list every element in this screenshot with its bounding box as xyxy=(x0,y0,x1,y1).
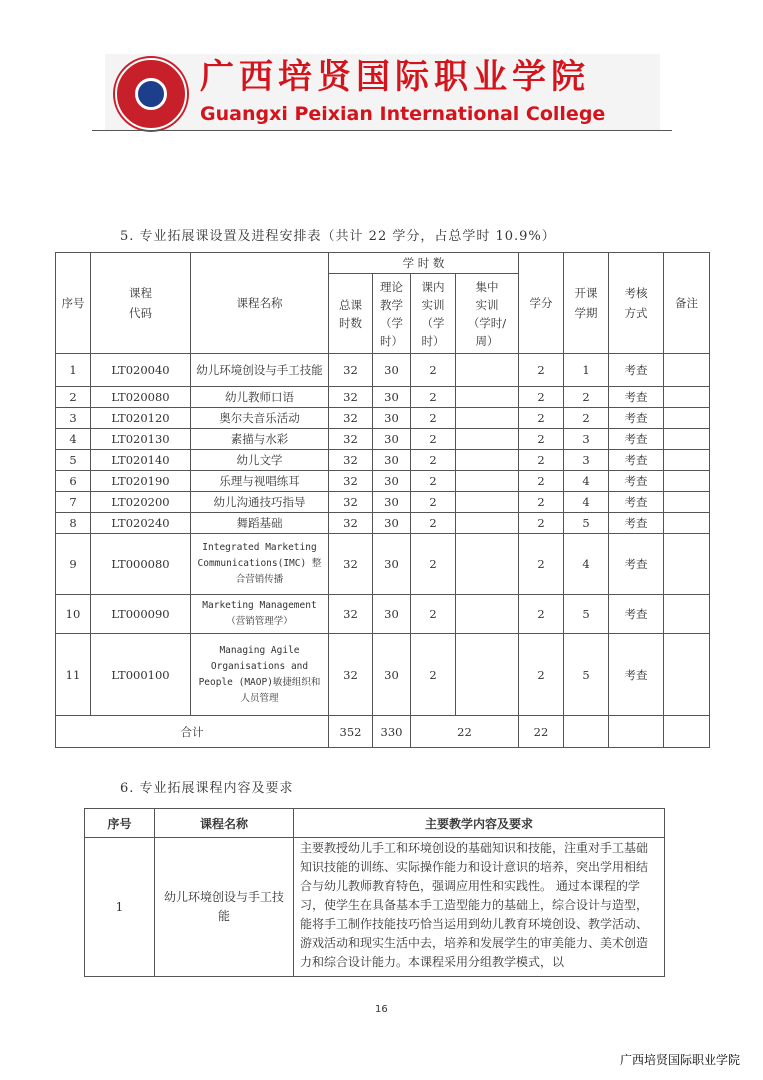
cell-code: LT000090 xyxy=(91,595,191,634)
cell-practice: 2 xyxy=(411,513,456,534)
cell-term: 5 xyxy=(564,634,609,716)
cell-credit: 2 xyxy=(519,513,564,534)
cell-code: LT000100 xyxy=(91,634,191,716)
cell-term: 2 xyxy=(564,387,609,408)
college-seal-icon xyxy=(115,58,187,130)
cell-exam: 考查 xyxy=(609,634,664,716)
cell-exam: 考查 xyxy=(609,534,664,595)
header-exam: 考核 方式 xyxy=(609,253,664,354)
cell-exam: 考查 xyxy=(609,408,664,429)
cell-note xyxy=(664,595,710,634)
cell-note xyxy=(664,354,710,387)
cell-credit: 2 xyxy=(519,387,564,408)
total-label: 合计 xyxy=(56,716,329,748)
cell-intensive xyxy=(456,634,519,716)
table-row xyxy=(56,387,710,408)
cell-practice: 2 xyxy=(411,450,456,471)
section5-title: 5. 专业拓展课设置及进程安排表（共计 22 学分，占总学时 10.9%） xyxy=(120,229,556,244)
row-course-name: 幼儿环境创设与手工技能 xyxy=(155,838,294,977)
cell-exam: 考查 xyxy=(609,429,664,450)
college-logo-banner xyxy=(105,54,660,130)
empty-cell xyxy=(564,716,609,748)
cell-intensive xyxy=(456,534,519,595)
cell-total: 32 xyxy=(329,387,373,408)
cell-theory: 30 xyxy=(373,595,411,634)
cell-total: 32 xyxy=(329,634,373,716)
cell-no: 11 xyxy=(56,634,91,716)
cell-practice: 2 xyxy=(411,634,456,716)
cell-name: 幼儿沟通技巧指导 xyxy=(191,492,329,513)
course-content-table xyxy=(84,808,665,977)
cell-term: 4 xyxy=(564,471,609,492)
table-row xyxy=(56,429,710,450)
cell-theory: 30 xyxy=(373,534,411,595)
cell-no: 4 xyxy=(56,429,91,450)
cell-code: LT020080 xyxy=(91,387,191,408)
cell-theory: 30 xyxy=(373,387,411,408)
cell-code: LT020130 xyxy=(91,429,191,450)
header-hours: 学 时 数 xyxy=(329,253,519,274)
cell-term: 5 xyxy=(564,513,609,534)
cell-practice: 2 xyxy=(411,387,456,408)
cell-practice: 2 xyxy=(411,534,456,595)
empty-cell xyxy=(609,716,664,748)
cell-term: 1 xyxy=(564,354,609,387)
cell-credit: 2 xyxy=(519,492,564,513)
cell-credit: 2 xyxy=(519,429,564,450)
total-practice: 22 xyxy=(411,716,519,748)
row-no: 1 xyxy=(85,838,155,977)
cell-code: LT020200 xyxy=(91,492,191,513)
cell-exam: 考查 xyxy=(609,595,664,634)
cell-exam: 考查 xyxy=(609,354,664,387)
cell-term: 2 xyxy=(564,408,609,429)
table-row xyxy=(85,838,665,977)
table-row xyxy=(56,450,710,471)
cell-theory: 30 xyxy=(373,450,411,471)
cell-theory: 30 xyxy=(373,513,411,534)
header-theory: 理论 教学 （学 时） xyxy=(373,274,411,354)
cell-practice: 2 xyxy=(411,429,456,450)
cell-name: 幼儿教师口语 xyxy=(191,387,329,408)
table-row xyxy=(56,492,710,513)
cell-code: LT020190 xyxy=(91,471,191,492)
cell-theory: 30 xyxy=(373,354,411,387)
cell-practice: 2 xyxy=(411,471,456,492)
cell-exam: 考查 xyxy=(609,513,664,534)
cell-no: 3 xyxy=(56,408,91,429)
cell-exam: 考查 xyxy=(609,492,664,513)
cell-name: 幼儿文学 xyxy=(191,450,329,471)
header-no: 序号 xyxy=(56,253,91,354)
cell-theory: 30 xyxy=(373,471,411,492)
cell-note xyxy=(664,429,710,450)
cell-intensive xyxy=(456,408,519,429)
cell-intensive xyxy=(456,492,519,513)
header-total-hours: 总课 时数 xyxy=(329,274,373,354)
cell-no: 8 xyxy=(56,513,91,534)
table-row xyxy=(56,354,710,387)
table-row xyxy=(56,471,710,492)
header-intensive: 集中 实训 （学时/ 周） xyxy=(456,274,519,354)
cell-total: 32 xyxy=(329,408,373,429)
cell-total: 32 xyxy=(329,534,373,595)
cell-name: Marketing Management（营销管理学） xyxy=(191,595,329,634)
table-row xyxy=(56,513,710,534)
cell-credit: 2 xyxy=(519,471,564,492)
course-schedule-table xyxy=(55,252,710,748)
header-content: 主要教学内容及要求 xyxy=(294,809,665,838)
cell-intensive xyxy=(456,429,519,450)
cell-term: 4 xyxy=(564,492,609,513)
cell-no: 10 xyxy=(56,595,91,634)
cell-intensive xyxy=(456,387,519,408)
cell-credit: 2 xyxy=(519,450,564,471)
cell-total: 32 xyxy=(329,492,373,513)
cell-name: 乐理与视唱练耳 xyxy=(191,471,329,492)
cell-total: 32 xyxy=(329,450,373,471)
table-row xyxy=(56,534,710,595)
cell-note xyxy=(664,450,710,471)
cell-no: 5 xyxy=(56,450,91,471)
cell-code: LT000080 xyxy=(91,534,191,595)
logo-chinese-name: 广西培贤国际职业学院 xyxy=(200,57,590,97)
cell-credit: 2 xyxy=(519,595,564,634)
cell-intensive xyxy=(456,595,519,634)
cell-credit: 2 xyxy=(519,634,564,716)
cell-name: 幼儿环境创设与手工技能 xyxy=(191,354,329,387)
cell-code: LT020240 xyxy=(91,513,191,534)
cell-note xyxy=(664,471,710,492)
cell-code: LT020120 xyxy=(91,408,191,429)
cell-credit: 2 xyxy=(519,354,564,387)
header-course-name: 课程名称 xyxy=(155,809,294,838)
table-row xyxy=(56,634,710,716)
header-practice: 课内 实训 （学 时） xyxy=(411,274,456,354)
table-row xyxy=(56,595,710,634)
cell-theory: 30 xyxy=(373,408,411,429)
cell-practice: 2 xyxy=(411,595,456,634)
cell-practice: 2 xyxy=(411,492,456,513)
cell-name: Integrated Marketing Communications(IMC) 整合营销传播 xyxy=(191,534,329,595)
cell-term: 3 xyxy=(564,450,609,471)
cell-note xyxy=(664,408,710,429)
cell-credit: 2 xyxy=(519,408,564,429)
cell-note xyxy=(664,513,710,534)
cell-theory: 30 xyxy=(373,492,411,513)
cell-intensive xyxy=(456,354,519,387)
cell-code: LT020040 xyxy=(91,354,191,387)
header-credit: 学分 xyxy=(519,253,564,354)
cell-practice: 2 xyxy=(411,408,456,429)
cell-code: LT020140 xyxy=(91,450,191,471)
cell-intensive xyxy=(456,450,519,471)
total-credit: 22 xyxy=(519,716,564,748)
cell-exam: 考查 xyxy=(609,450,664,471)
header-term: 开课 学期 xyxy=(564,253,609,354)
cell-no: 9 xyxy=(56,534,91,595)
cell-total: 32 xyxy=(329,354,373,387)
cell-note xyxy=(664,492,710,513)
header-code: 课程 代码 xyxy=(91,253,191,354)
cell-practice: 2 xyxy=(411,354,456,387)
cell-name: 素描与水彩 xyxy=(191,429,329,450)
cell-total: 32 xyxy=(329,429,373,450)
cell-no: 2 xyxy=(56,387,91,408)
cell-note xyxy=(664,534,710,595)
cell-theory: 30 xyxy=(373,429,411,450)
cell-term: 3 xyxy=(564,429,609,450)
cell-intensive xyxy=(456,471,519,492)
cell-name: Managing Agile Organisations and People (MAOP)敏捷组织和人员管理 xyxy=(191,634,329,716)
cell-term: 5 xyxy=(564,595,609,634)
cell-total: 32 xyxy=(329,595,373,634)
cell-term: 4 xyxy=(564,534,609,595)
logo-english-name: Guangxi Peixian International College xyxy=(200,103,606,125)
cell-note xyxy=(664,634,710,716)
table-row xyxy=(56,408,710,429)
cell-total: 32 xyxy=(329,471,373,492)
empty-cell xyxy=(664,716,710,748)
cell-no: 6 xyxy=(56,471,91,492)
section6-title: 6. 专业拓展课程内容及要求 xyxy=(120,781,294,796)
cell-exam: 考查 xyxy=(609,471,664,492)
cell-total: 32 xyxy=(329,513,373,534)
header-divider xyxy=(92,130,672,131)
total-hours: 352 xyxy=(329,716,373,748)
cell-credit: 2 xyxy=(519,534,564,595)
total-theory: 330 xyxy=(373,716,411,748)
header-no: 序号 xyxy=(85,809,155,838)
header-name: 课程名称 xyxy=(191,253,329,354)
cell-no: 1 xyxy=(56,354,91,387)
cell-name: 舞蹈基础 xyxy=(191,513,329,534)
total-row xyxy=(56,716,710,748)
footer-org: 广西培贤国际职业学院 xyxy=(620,1053,741,1067)
cell-intensive xyxy=(456,513,519,534)
row-content: 主要教授幼儿手工和环境创设的基础知识和技能，注重对手工基础知识技能的训练、实际操作能力和设计意识的培养，突出学用相结合与幼儿教师教育特色，强调应用性和实践性。 通过本课程的学习，使学生在具备基本手工造型能力的基础上，综合设计与造型，能将手工制作技能技巧恰当运用到幼儿教育环境创设、教学活动、游戏活动和现实生活中去，培养和发展学生的审美能力、美术创造力和综合设计能力。本课程采用分组教学模式，以 xyxy=(294,838,665,977)
header-note: 备注 xyxy=(664,253,710,354)
cell-exam: 考查 xyxy=(609,387,664,408)
cell-theory: 30 xyxy=(373,634,411,716)
cell-name: 奥尔夫音乐活动 xyxy=(191,408,329,429)
page-number: 16 xyxy=(375,1004,388,1015)
cell-no: 7 xyxy=(56,492,91,513)
cell-note xyxy=(664,387,710,408)
